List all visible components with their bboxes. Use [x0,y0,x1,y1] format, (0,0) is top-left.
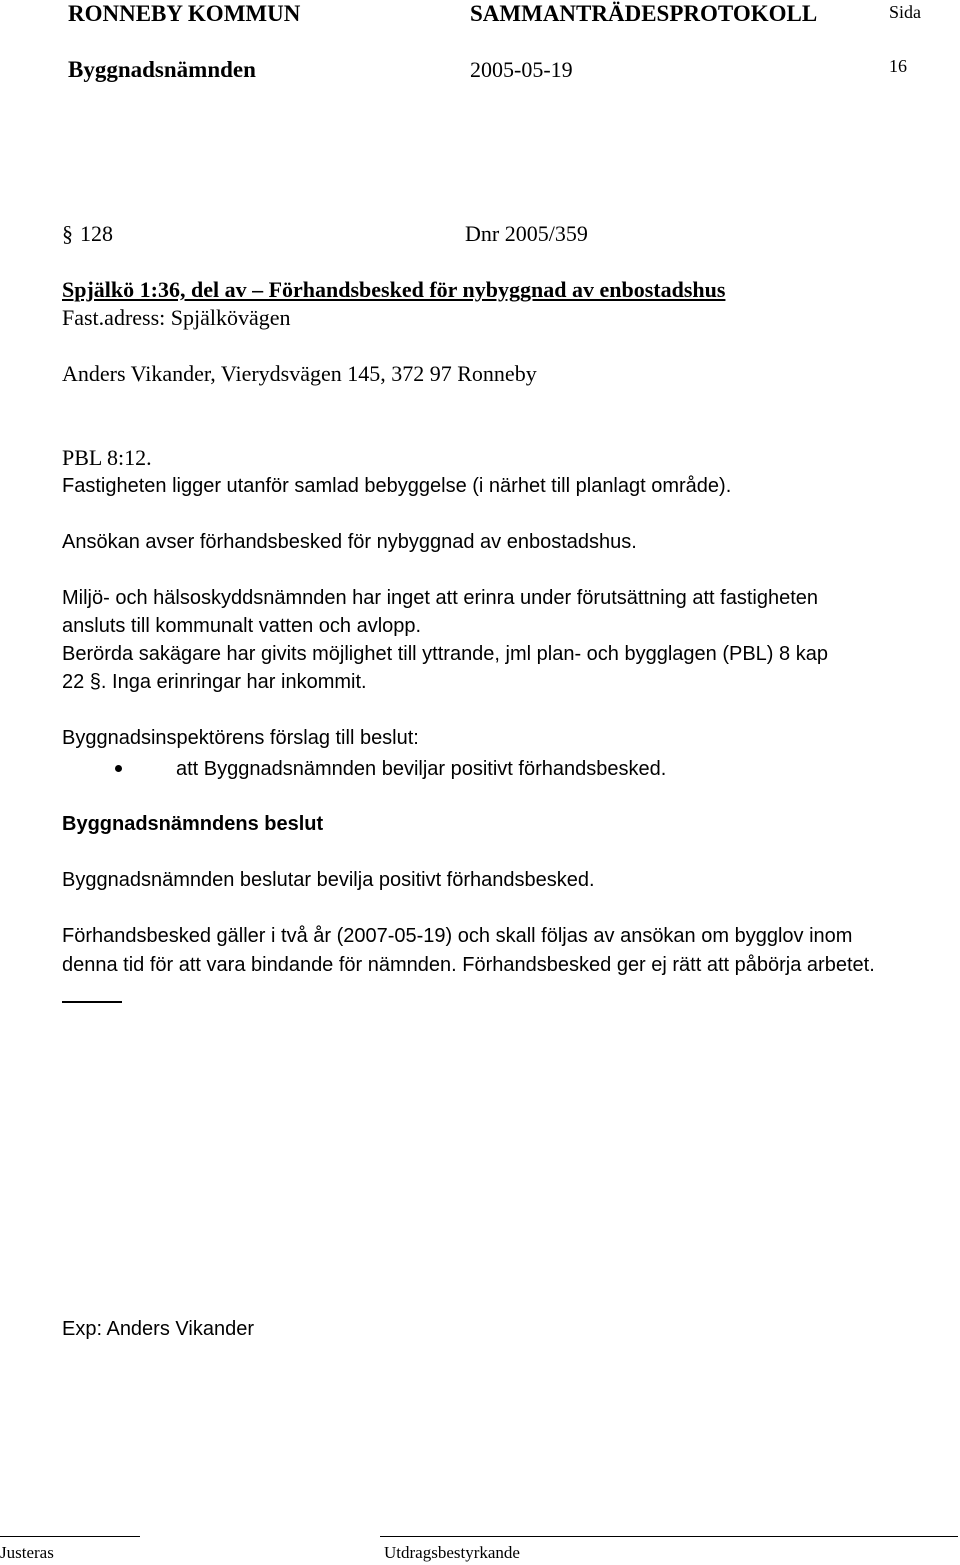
header-committee: Byggnadsnämnden [68,57,256,82]
dnr: Dnr 2005/359 [465,221,588,246]
expedition-text: Exp: Anders Vikander [62,1318,254,1340]
decision-heading: Byggnadsnämndens beslut [62,813,324,835]
location-text: Fastigheten ligger utanför samlad bebyggelse (i närhet till planlagt område). [62,475,732,497]
decision-text: Byggnadsnämnden beslutar bevilja positivt förhandsbesked. [62,869,595,891]
validity-text-line2: denna tid för att vara bindande för nämnden. Förhandsbesked ger ej rätt att påbörja arbetet. [62,954,875,976]
item-applicant: Anders Vikander, Vierydsvägen 145, 372 97 Ronneby [62,361,537,386]
bullet-icon [115,765,122,772]
header-date: 2005-05-19 [470,57,573,82]
footer-justeras: Justeras [0,1543,54,1562]
paragraph-number: 128 [80,221,113,246]
header-page-number: 16 [889,56,907,76]
header-doc-type: SAMMANTRÄDESPROTOKOLL [470,1,818,26]
application-text: Ansökan avser förhandsbesked för nybyggnad av enbostadshus. [62,531,637,553]
footer-rule-right [380,1536,958,1537]
berorda-text-line1: Berörda sakägare har givits möjlighet till yttrande, jml plan- och bygglagen (PBL) 8 kap [62,643,828,665]
footer-rule-left [0,1536,140,1537]
item-address: Fast.adress: Spjälkövägen [62,305,291,330]
item-title: Spjälkö 1:36, del av – Förhandsbesked för nybyggnad av enbostadshus [62,277,726,302]
header-org: RONNEBY KOMMUN [68,1,301,26]
berorda-text-line2: 22 §. Inga erinringar har inkommit. [62,671,367,693]
pbl-reference: PBL 8:12. [62,445,152,470]
miljo-text-line2: ansluts till kommunalt vatten och avlopp. [62,615,422,637]
footer-utdragsbestyrkande: Utdragsbestyrkande [384,1543,520,1562]
short-separator-line [62,1001,122,1003]
proposal-heading: Byggnadsinspektörens förslag till beslut: [62,727,419,749]
validity-text-line1: Förhandsbesked gäller i två år (2007-05-19) och skall följas av ansökan om bygglov inom [62,925,853,947]
header-page-label: Sida [889,2,922,22]
proposal-bullet-text: att Byggnadsnämnden beviljar positivt förhandsbesked. [176,758,667,780]
paragraph-sign: § [62,221,73,246]
miljo-text-line1: Miljö- och hälsoskyddsnämnden har inget att erinra under förutsättning att fastigheten [62,587,818,609]
